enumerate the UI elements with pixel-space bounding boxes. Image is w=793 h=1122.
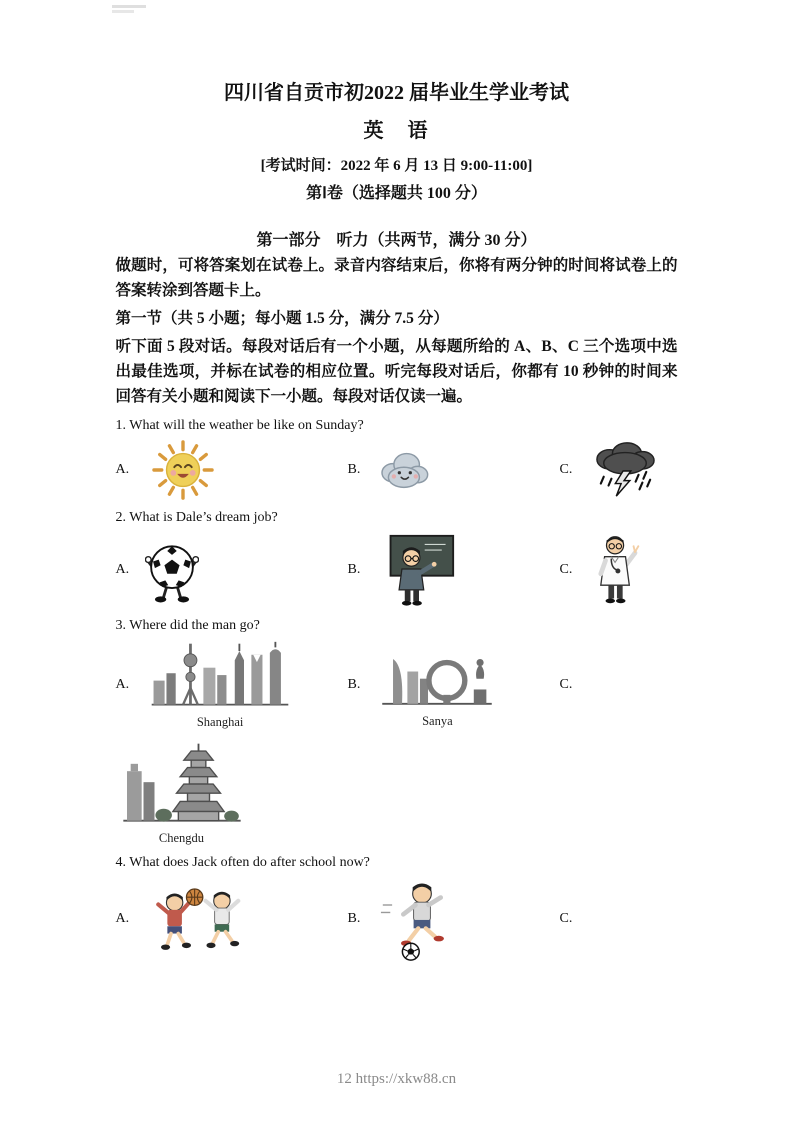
question-4-options [116, 877, 678, 961]
sanya-landmarks-icon [376, 641, 498, 711]
shanghai-skyline-icon [145, 640, 295, 712]
q3-option-c-label: C. [559, 677, 573, 692]
q4-option-c-label: C. [559, 911, 573, 926]
question-1-stem: What will the weather be like on Sunday? [129, 418, 364, 433]
question-3 [116, 618, 678, 846]
q1-option-c-label: C. [559, 462, 573, 477]
exam-time-line: [考试时间：2022 年 6 月 13 日 9:00-11:00] [260, 158, 533, 174]
footer-watermark: 12 https://xkw88.cn [336, 1071, 457, 1087]
storm-cloud-icon [588, 440, 662, 500]
q1-option-b [348, 449, 560, 491]
q4-option-b [348, 877, 560, 961]
q1-option-a-label: A. [115, 462, 130, 477]
question-3-options [116, 640, 678, 730]
corner-mark [112, 5, 146, 8]
question-1-options [116, 440, 678, 500]
question-2-text [116, 510, 678, 526]
smiling-cloud-icon [376, 449, 430, 491]
question-3-text [116, 618, 678, 634]
subject-title: 英 语 [363, 120, 430, 142]
chengdu-caption: Chengdu [158, 831, 205, 845]
q4-option-a [116, 879, 348, 959]
shanghai-caption: Shanghai [196, 715, 244, 729]
paper-volume-heading: 第Ⅰ卷（选择题共 100 分） [306, 185, 487, 202]
question-4-stem: What does Jack often do after school now? [129, 855, 370, 870]
exam-content [116, 0, 678, 961]
q3-option-c [560, 677, 678, 693]
q2-option-a-label: A. [115, 562, 130, 577]
question-4 [116, 855, 678, 961]
part1-instructions: 做题时，可将答案划在试卷上。录音内容结束后，你将有两分钟的时间将试卷上的答案转涂到答题卡上。 [115, 257, 678, 299]
q4-option-a-label: A. [115, 911, 130, 926]
part1-heading: 第一部分 听力（共两节，满分 30 分） [256, 232, 537, 249]
q2-option-c-label: C. [559, 562, 573, 577]
q2-option-a [116, 533, 348, 607]
question-1 [116, 418, 678, 500]
q3-option-c-figure [118, 740, 678, 846]
sanya-caption: Sanya [422, 714, 453, 728]
question-1-number: 1. [115, 418, 126, 433]
q3-option-a-label: A. [115, 677, 130, 692]
q2-option-c [560, 532, 678, 608]
q4-option-b-label: B. [347, 911, 361, 926]
question-4-number: 4. [115, 855, 126, 870]
q3-option-a [116, 640, 348, 730]
question-4-text [116, 855, 678, 871]
question-3-stem: Where did the man go? [129, 618, 260, 633]
question-2-number: 2. [115, 510, 126, 525]
section1-heading: 第一节（共 5 小题；每小题 1.5 分，满分 7.5 分） [115, 310, 449, 327]
football-player-icon [145, 533, 199, 607]
q1-option-c [560, 440, 678, 500]
q1-option-b-label: B. [347, 462, 361, 477]
children-playing-basketball-icon [145, 879, 257, 959]
boy-playing-football-icon [376, 877, 468, 961]
q3-option-b [348, 641, 560, 729]
question-2 [116, 510, 678, 608]
question-3-number: 3. [115, 618, 126, 633]
q2-option-b-label: B. [347, 562, 361, 577]
q2-option-b [348, 533, 560, 607]
q3-option-b-label: B. [347, 677, 361, 692]
teacher-blackboard-icon [376, 533, 462, 607]
smiling-sun-icon [145, 440, 221, 500]
chengdu-pagoda-icon [118, 740, 246, 828]
section1-instructions: 听下面 5 段对话。每段对话后有一个小题，从每题所给的 A、B、C 三个选项中选出最佳选项，并标在试卷的相应位置。听完每段对话后，你都有 10 秒钟的时间来回答有关小题和阅读下一小题。每段对话仅读一遍。 [115, 338, 678, 405]
question-2-options [116, 532, 678, 608]
q4-option-c [560, 911, 678, 927]
question-1-text [116, 418, 678, 434]
q1-option-a [116, 440, 348, 500]
exam-title: 四川省自贡市初2022 届毕业生学业考试 [224, 82, 569, 104]
question-2-stem: What is Dale’s dream job? [129, 510, 278, 525]
doctor-icon [588, 532, 644, 608]
